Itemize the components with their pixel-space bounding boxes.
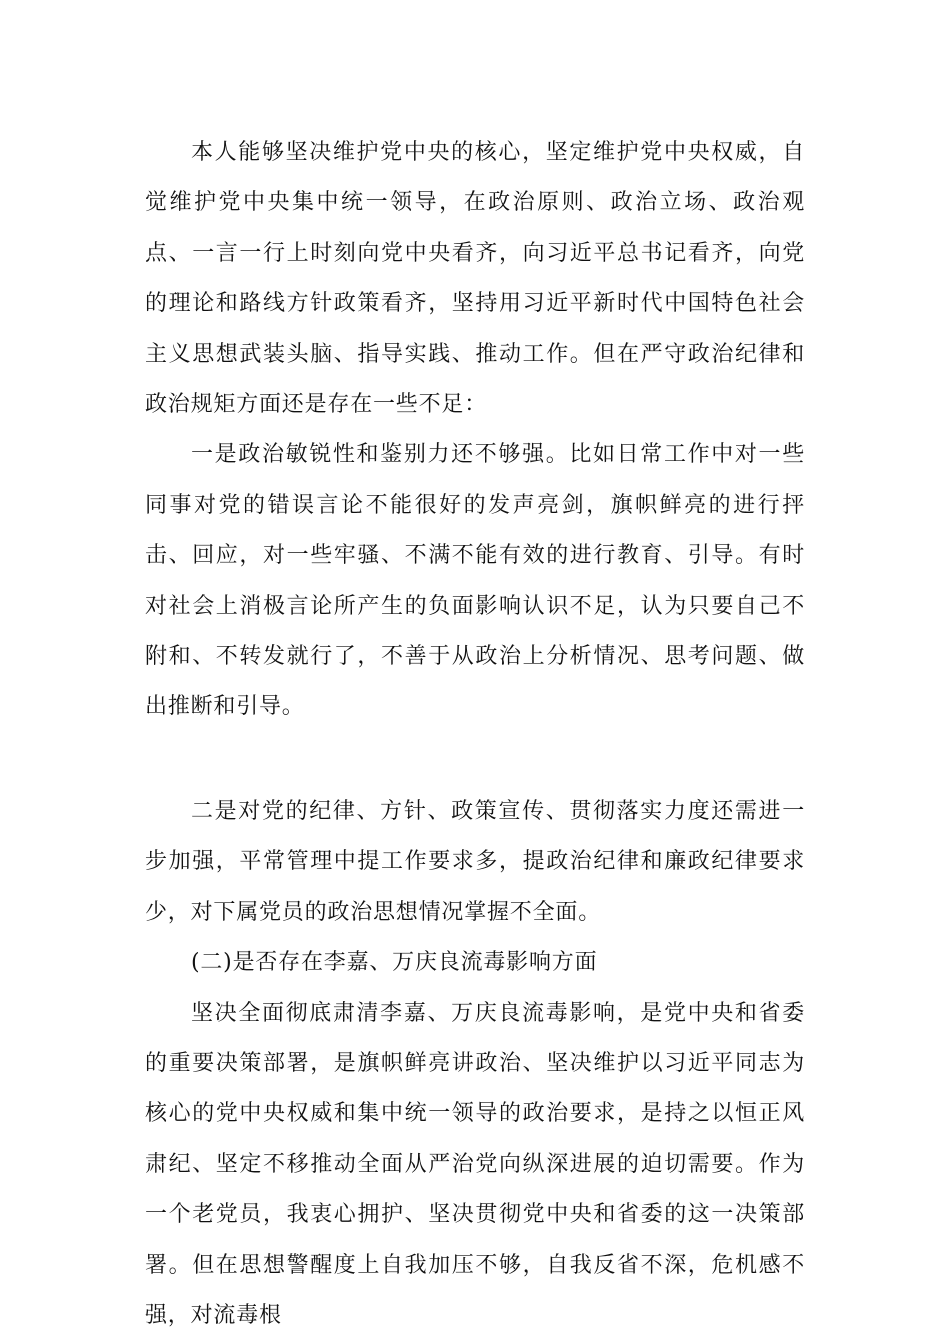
document-body [145,128,805,1341]
paragraph-point-two: 二是对党的纪律、方针、政策宣传、贯彻落实力度还需进一步加强，平常管理中提工作要求多，提政治纪律和廉政纪律要求少，对下属党员的政治思想情况掌握不全面。 [145,798,805,925]
paragraph-section-body: 坚决全面彻底肃清李嘉、万庆良流毒影响，是党中央和省委的重要决策部署，是旗帜鲜亮讲政治、坚决维护以习近平同志为核心的党中央权威和集中统一领导的政治要求，是持之以恒正风肃纪、坚定不移推动全面从严治党向纵深进展的迫切需要。作为一个老党员，我衷心拥护、坚决贯彻党中央和省委的这一决策部署。但在思想警醒度上自我加压不够，自我反省不深，危机感不强，对流毒根 [145,1000,805,1328]
paragraph-point-one: 一是政治敏锐性和鉴别力还不够强。比如日常工作中对一些同事对党的错误言论不能很好的发声亮剑，旗帜鲜亮的进行抨击、回应，对一些牢骚、不满不能有效的进行教育、引导。有时对社会上消极言论所产生的负面影响认识不足，认为只要自己不附和、不转发就行了，不善于从政治上分析情况、思考问题、做出推断和引导。 [145,442,805,720]
paragraph-intro: 本人能够坚决维护党中央的核心，坚定维护党中央权威，自觉维护党中央集中统一领导，在政治原则、政治立场、政治观点、一言一行上时刻向党中央看齐，向习近平总书记看齐，向党的理论和路线方针政策看齐，坚持用习近平新时代中国特色社会主义思想武装头脑、指导实践、推动工作。但在严守政治纪律和政治规矩方面还是存在一些不足： [145,140,805,418]
paragraph-spacer [145,733,805,787]
section-heading: (二)是否存在李嘉、万庆良流毒影响方面 [191,950,598,976]
